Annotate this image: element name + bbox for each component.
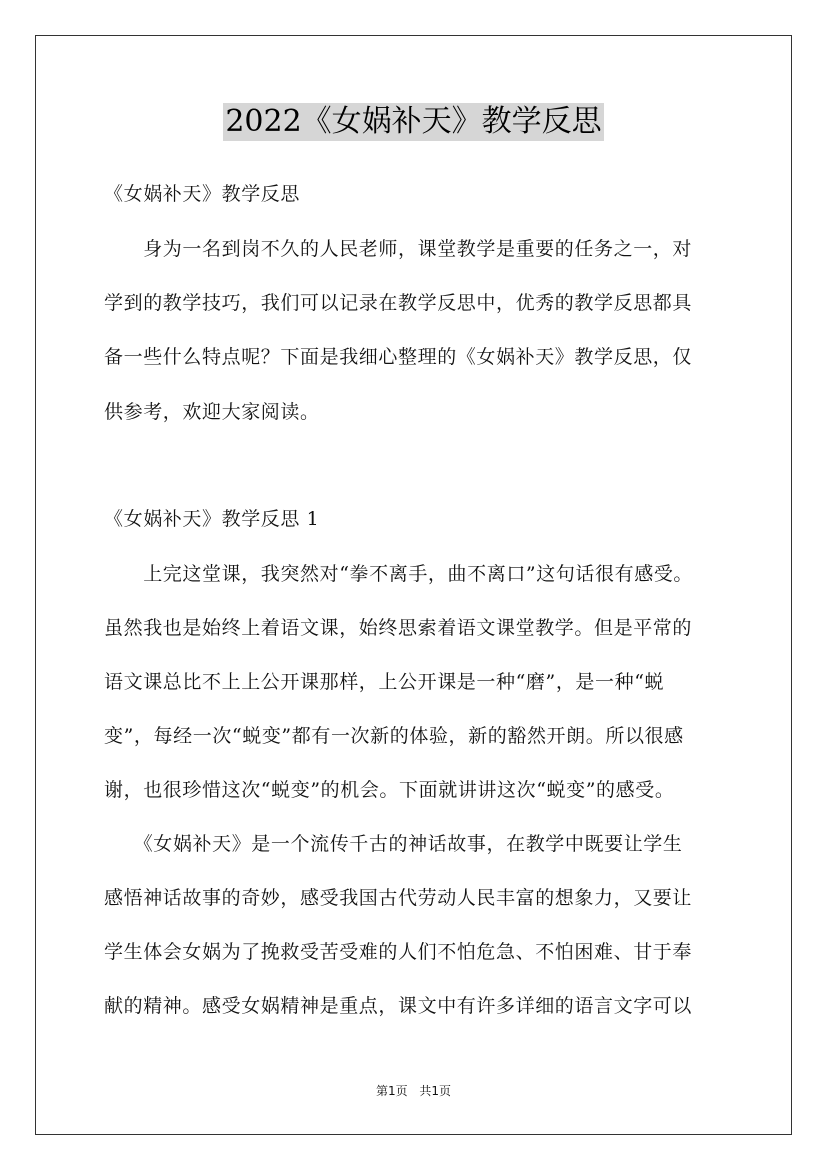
body-line: 《女娲补天》是一个流传千古的神话故事，在教学中既要让学生 <box>104 833 683 855</box>
subheading-reflection-1: 《女娲补天》教学反思 1 <box>104 508 320 530</box>
body-line: 虽然我也是始终上着语文课，始终思索着语文课堂教学。但是平常的 <box>104 617 693 639</box>
intro-line: 身为一名到岗不久的人民老师，课堂教学是重要的任务之一，对 <box>104 238 693 260</box>
body-line: 变”，每经一次“蜕变”都有一次新的体验，新的豁然开朗。所以很感 <box>104 725 684 747</box>
page-number: 第1页 <box>375 1084 408 1098</box>
intro-line: 备一些什么特点呢？下面是我细心整理的《女娲补天》教学反思，仅 <box>104 346 693 368</box>
document-title: 2022《女娲补天》教学反思 <box>225 104 602 139</box>
body-line: 上完这堂课，我突然对“拳不离手，曲不离口”这句话很有感受。 <box>104 563 694 585</box>
body-line: 学生体会女娲为了挽救受苦受难的人们不怕危急、不怕困难、甘于奉 <box>104 941 693 963</box>
body-line: 献的精神。感受女娲精神是重点，课文中有许多详细的语言文字可以 <box>104 995 693 1017</box>
title-container <box>0 103 827 141</box>
intro-line: 学到的教学技巧，我们可以记录在教学反思中，优秀的教学反思都具 <box>104 292 693 314</box>
page-total: 共1页 <box>419 1084 452 1098</box>
body-line: 谢，也很珍惜这次“蜕变”的机会。下面就讲讲这次“蜕变”的感受。 <box>104 779 675 801</box>
body-line: 语文课总比不上上公开课那样，上公开课是一种“磨”，是一种“蜕 <box>104 671 665 693</box>
body-line: 感悟神话故事的奇妙，感受我国古代劳动人民丰富的想象力，又要让 <box>104 887 693 909</box>
section-heading: 《女娲补天》教学反思 <box>104 183 301 205</box>
intro-line: 供参考，欢迎大家阅读。 <box>104 401 320 423</box>
page-footer <box>0 1083 827 1099</box>
